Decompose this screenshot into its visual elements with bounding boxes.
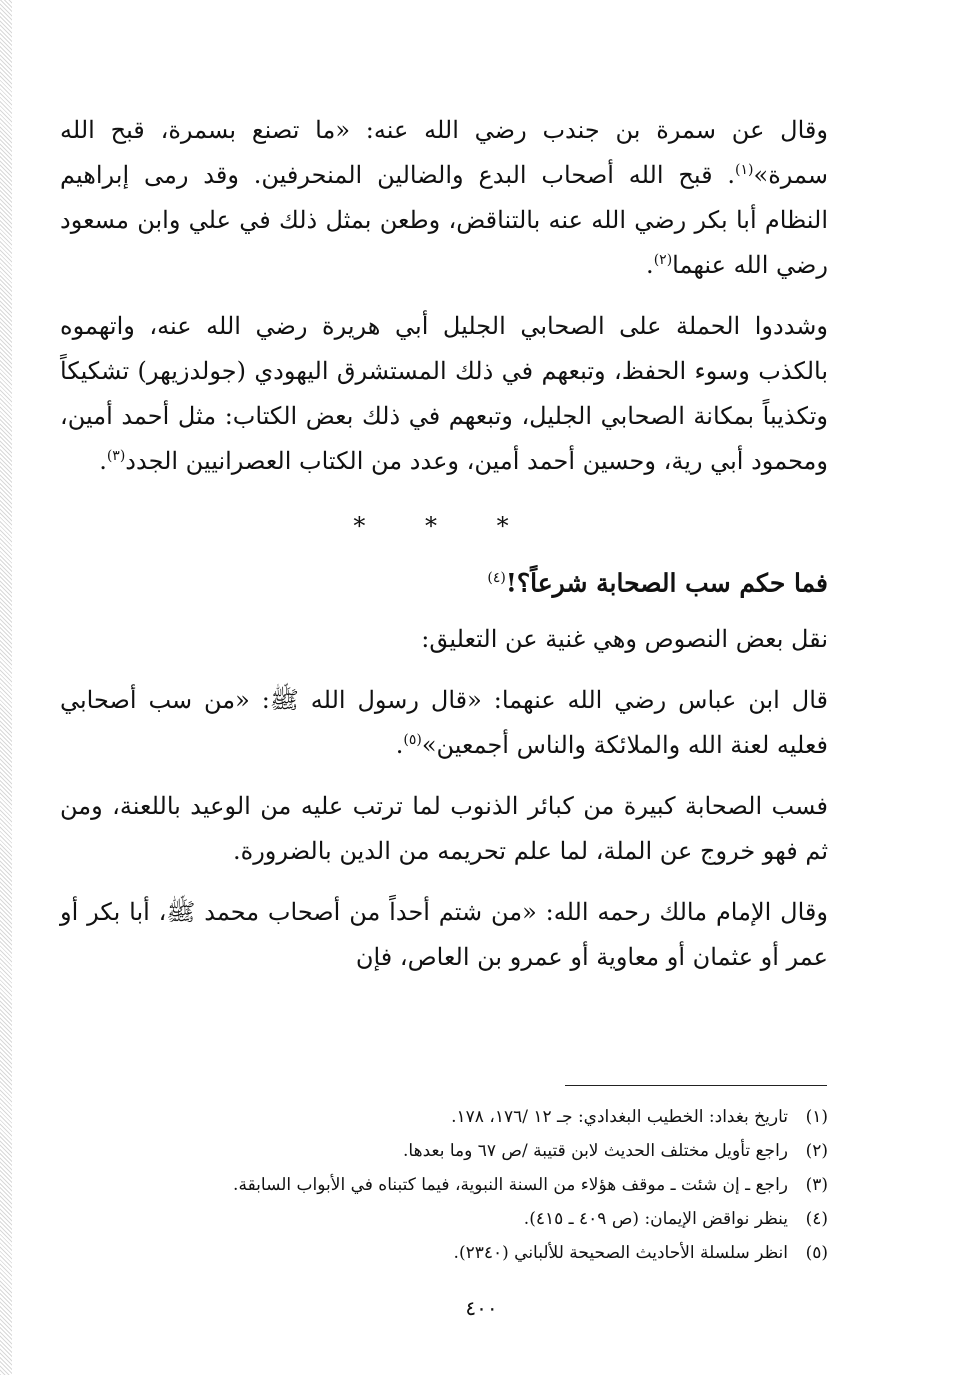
footnote-ref-2[interactable]: (٢) xyxy=(653,252,673,268)
footnote-ref-3[interactable]: (٣) xyxy=(106,448,126,464)
scan-edge xyxy=(0,0,12,1375)
paragraph-ruling: فسب الصحابة كبيرة من كبائر الذنوب لما ترتب عليه من الوعيد باللعنة، ومن ثم فهو خروج عن الملة، لما علم تحريمه من الدين بالضرورة. xyxy=(60,792,828,866)
footnotes xyxy=(60,1100,828,1270)
footnote-ref-1[interactable]: (١) xyxy=(735,162,754,178)
footnote-ref-4[interactable]: (٤) xyxy=(487,570,506,586)
footnote-item: (١) تاريخ بغداد: الخطيب البغدادي: جـ ١٢ /١٧٦، ١٧٨. xyxy=(451,1107,828,1127)
footnote-divider xyxy=(565,1085,827,1086)
paragraph-abu-hurayra: وشددوا الحملة على الصحابي الجليل أبي هريرة رضي الله عنه، واتهموه بالكذب وسوء الحفظ، وتبعهم في ذلك المستشرق اليهودي (جولدزيهر) تشكيكاً وتكذيباً بمكانة الصحابي الجليل، وتبعهم في ذلك بعض الكتاب: مثل أحمد أمين، ومحمود أبي رية، وحسين أحمد أمين، وعدد من الكتاب العصرانيين الجدد$^{(٣)}$. xyxy=(60,312,828,475)
section-separator: * * * xyxy=(353,512,535,540)
paragraph-malik: وقال الإمام مالك رحمه الله: «من شتم أحداً من أصحاب محمد ﷺ، أبا بكر أو عمر أو عثمان أو معاوية أو عمرو بن العاص، فإن xyxy=(60,898,828,972)
paragraph-samura: وقال عن سمرة بن جندب رضي الله عنه: «ما تصنع بسمرة، قبح الله سمرة»$^{(١)}$. قبح الله أصحاب البدع والضالين المنحرفين. وقد رمى إبراهيم النظام أبا بكر رضي الله عنه بالتناقض، وطعن بمثل ذلك في علي وابن مسعود رضي الله عنهما$^{(٢)}$. xyxy=(60,116,828,279)
section-heading: فما حكم سب الصحابة شرعاً؟!$^{(٤)}$ xyxy=(487,568,828,598)
footnote-item: (٣) راجع ـ إن شئت ـ موقف هؤلاء من السنة النبوية، فيما كتبناه في الأبواب السابقة. xyxy=(233,1175,828,1195)
footnote-ref-5[interactable]: (٥) xyxy=(403,732,422,749)
paragraph-ibn-abbas: قال ابن عباس رضي الله عنهما: «قال رسول الله ﷺ: «من سب أصحابي فعليه لعنة الله والملائكة والناس أجمعين»$^{(٥)}$. xyxy=(60,686,828,760)
footnote-item: (٥) انظر سلسلة الأحاديث الصحيحة للألباني (٢٣٤٠). xyxy=(453,1243,828,1263)
page-number: ٤٠٠ xyxy=(465,1296,498,1320)
page-body xyxy=(60,108,828,996)
footnote-item: (٢) راجع تأويل مختلف الحديث لابن قتيبة /ص ٦٧ وما بعدها. xyxy=(403,1141,828,1161)
paragraph-intro: نقل بعض النصوص وهي غنية عن التعليق: xyxy=(421,625,828,654)
footnote-item: (٤) ينظر نواقض الإيمان: (ص ٤٠٩ ـ ٤١٥). xyxy=(523,1209,828,1229)
